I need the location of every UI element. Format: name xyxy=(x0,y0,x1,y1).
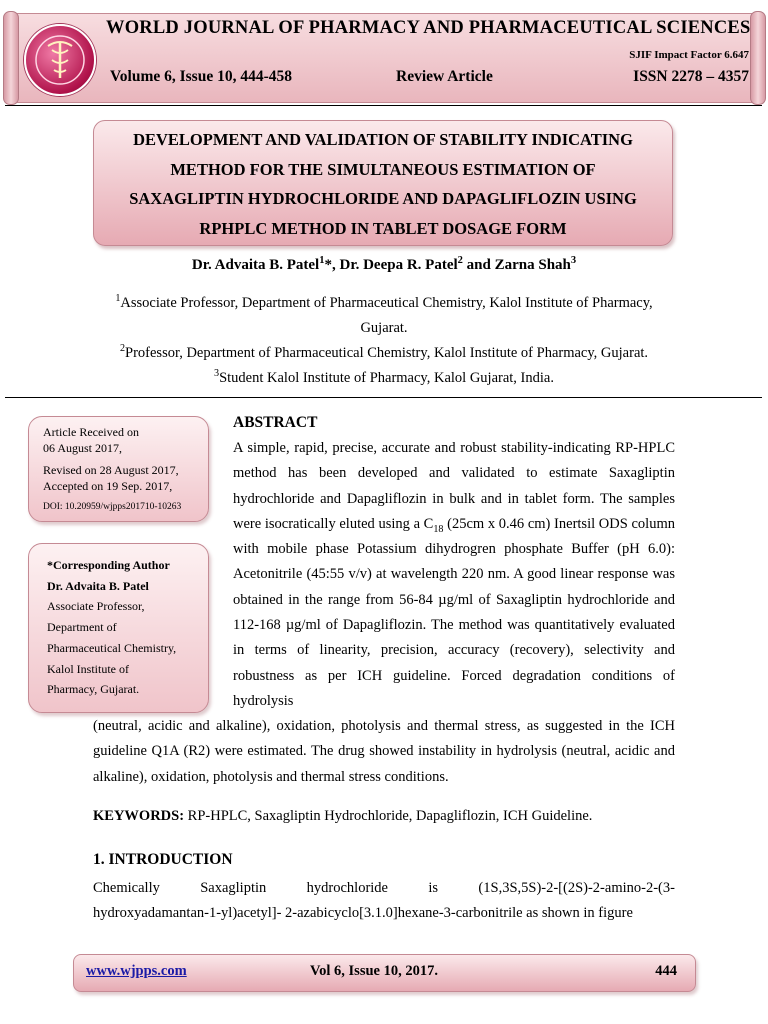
keywords-label: KEYWORDS: xyxy=(93,808,185,824)
author-name: Dr. Deepa R. Patel xyxy=(339,257,458,273)
affiliation-sup: 1 xyxy=(115,293,121,305)
abstract-text-part: (25cm x 0.46 cm) Inertsil ODS column with mobile phase Potassium dihydrogren phosphate Buffer (pH 6.0): Acetonitrile (45:55 v/v) at wavelength 220 nm. A good linear response was obtained in the range from 56-84 µg/ml of Saxagliptin hydrochloride and 112-168 µg/ml of Dapagliflozin. The method was quantitatively evaluated in terms of linearity, precision, accuracy (recovery), selectivity and robustness as per ICH guideline. Forced degradation conditions of hydrolysis xyxy=(233,515,675,709)
keywords-text: RP-HPLC, Saxagliptin Hydrochloride, Dapagliflozin, ICH Guideline. xyxy=(184,808,593,824)
revised-date: Revised on 28 August 2017, xyxy=(43,463,179,477)
affiliation-3 xyxy=(0,366,768,391)
corresponding-line: Associate Professor, xyxy=(47,599,145,614)
scroll-ornament-left xyxy=(3,11,19,105)
affiliation-text: Professor, Department of Pharmaceutical Chemistry, Kalol Institute of Pharmacy, Gujarat. xyxy=(125,345,649,361)
article-type: Review Article xyxy=(396,68,493,85)
article-title xyxy=(93,120,673,246)
word: (1S,3S,5S)-2-[(2S)-2-amino-2-(3- xyxy=(478,880,675,896)
scroll-ornament-right xyxy=(750,11,766,105)
word: Chemically xyxy=(93,880,160,896)
doi: DOI: 10.20959/wjpps201710-10263 xyxy=(43,502,182,512)
section-divider xyxy=(5,397,762,398)
abstract-text-continued: (neutral, acidic and alkaline), oxidation, photolysis and thermal stress, as suggested in the ICH guideline Q1A (R2) were estimated. The drug showed instability in hydrolysis (neutral, acidic and alkaline), oxidation, photolysis and thermal stress conditions. xyxy=(93,718,675,785)
word: Saxagliptin xyxy=(200,880,267,896)
corresponding-label: *Corresponding Author xyxy=(47,558,170,572)
affiliation-text: Student Kalol Institute of Pharmacy, Kalol Gujarat, India. xyxy=(219,370,554,386)
page-footer xyxy=(73,954,696,992)
abstract-heading: ABSTRACT xyxy=(233,414,318,431)
word: hydrochloride xyxy=(306,880,388,896)
header-divider xyxy=(5,105,762,106)
corresponding-line: Department of xyxy=(47,620,117,635)
received-date: 06 August 2017, xyxy=(43,441,123,455)
footer-volume: Vol 6, Issue 10, 2017. xyxy=(310,963,438,979)
article-dates-box xyxy=(28,416,209,522)
introduction-text xyxy=(93,876,675,927)
abstract-subscript: 18 xyxy=(433,523,444,535)
volume-issue: Volume 6, Issue 10, 444-458 xyxy=(110,68,292,85)
keywords xyxy=(93,808,592,825)
impact-factor: SJIF Impact Factor 6.647 xyxy=(629,49,749,61)
journal-title: WORLD JOURNAL OF PHARMACY AND PHARMACEUTICAL SCIENCES xyxy=(106,18,751,38)
word: is xyxy=(428,880,439,896)
introduction-line xyxy=(93,876,675,901)
title-line: RPHPLC METHOD IN TABLET DOSAGE FORM xyxy=(199,218,567,238)
affiliation-text: Gujarat. xyxy=(360,320,408,336)
received-label: Article Received on xyxy=(43,425,139,439)
author-sup: 1 xyxy=(319,255,325,266)
corresponding-line: Pharmacy, Gujarat. xyxy=(47,682,140,697)
abstract-text-part: A simple, rapid, precise, accurate and robust stability-indicating RP-HPLC method has been developed and validated to estimate Saxagliptin hydrochloride and Dapagliflozin in bulk and in tablet form. The samples were isocratically eluted using a C xyxy=(233,440,675,532)
introduction-heading: 1. INTRODUCTION xyxy=(93,851,233,868)
corresponding-name: Dr. Advaita B. Patel xyxy=(47,578,149,593)
affiliation-sup: 3 xyxy=(214,368,220,380)
issn: ISSN 2278 – 4357 xyxy=(633,68,749,85)
website-link[interactable]: www.wjpps.com xyxy=(86,963,187,979)
corresponding-line: Pharmaceutical Chemistry, xyxy=(47,640,177,655)
introduction-line: hydroxyadamantan-1-yl)acetyl]- 2-azabicyclo[3.1.0]hexane-3-carbonitrile as shown in figure xyxy=(93,905,633,922)
corresponding-author-box xyxy=(28,543,209,713)
affiliation-2 xyxy=(0,341,768,366)
author-sup: 2 xyxy=(457,255,463,266)
affiliation-sup: 2 xyxy=(119,343,126,355)
author-name: Zarna Shah xyxy=(494,257,571,273)
accepted-date: Accepted on 19 Sep. 2017, xyxy=(43,479,173,493)
page-number: 444 xyxy=(655,963,677,979)
title-line: DEVELOPMENT AND VALIDATION OF STABILITY INDICATING xyxy=(133,130,633,149)
author-mark: *, xyxy=(324,257,340,273)
author-list xyxy=(0,257,768,274)
journal-logo-icon xyxy=(24,24,96,96)
journal-header-banner xyxy=(5,13,764,103)
affiliation-text: Associate Professor, Department of Pharmaceutical Chemistry, Kalol Institute of Pharmacy, xyxy=(120,295,653,311)
abstract-text xyxy=(233,436,675,714)
title-line: SAXAGLIPTIN HYDROCHLORIDE AND DAPAGLIFLOZIN USING xyxy=(129,189,637,208)
corresponding-line: Kalol Institute of xyxy=(47,661,129,676)
affiliation-1 xyxy=(0,291,768,341)
author-sup: 3 xyxy=(570,255,577,266)
author-separator: and xyxy=(462,257,495,273)
author-name: Dr. Advaita B. Patel xyxy=(191,257,320,273)
title-line: METHOD FOR THE SIMULTANEOUS ESTIMATION OF xyxy=(170,159,596,179)
